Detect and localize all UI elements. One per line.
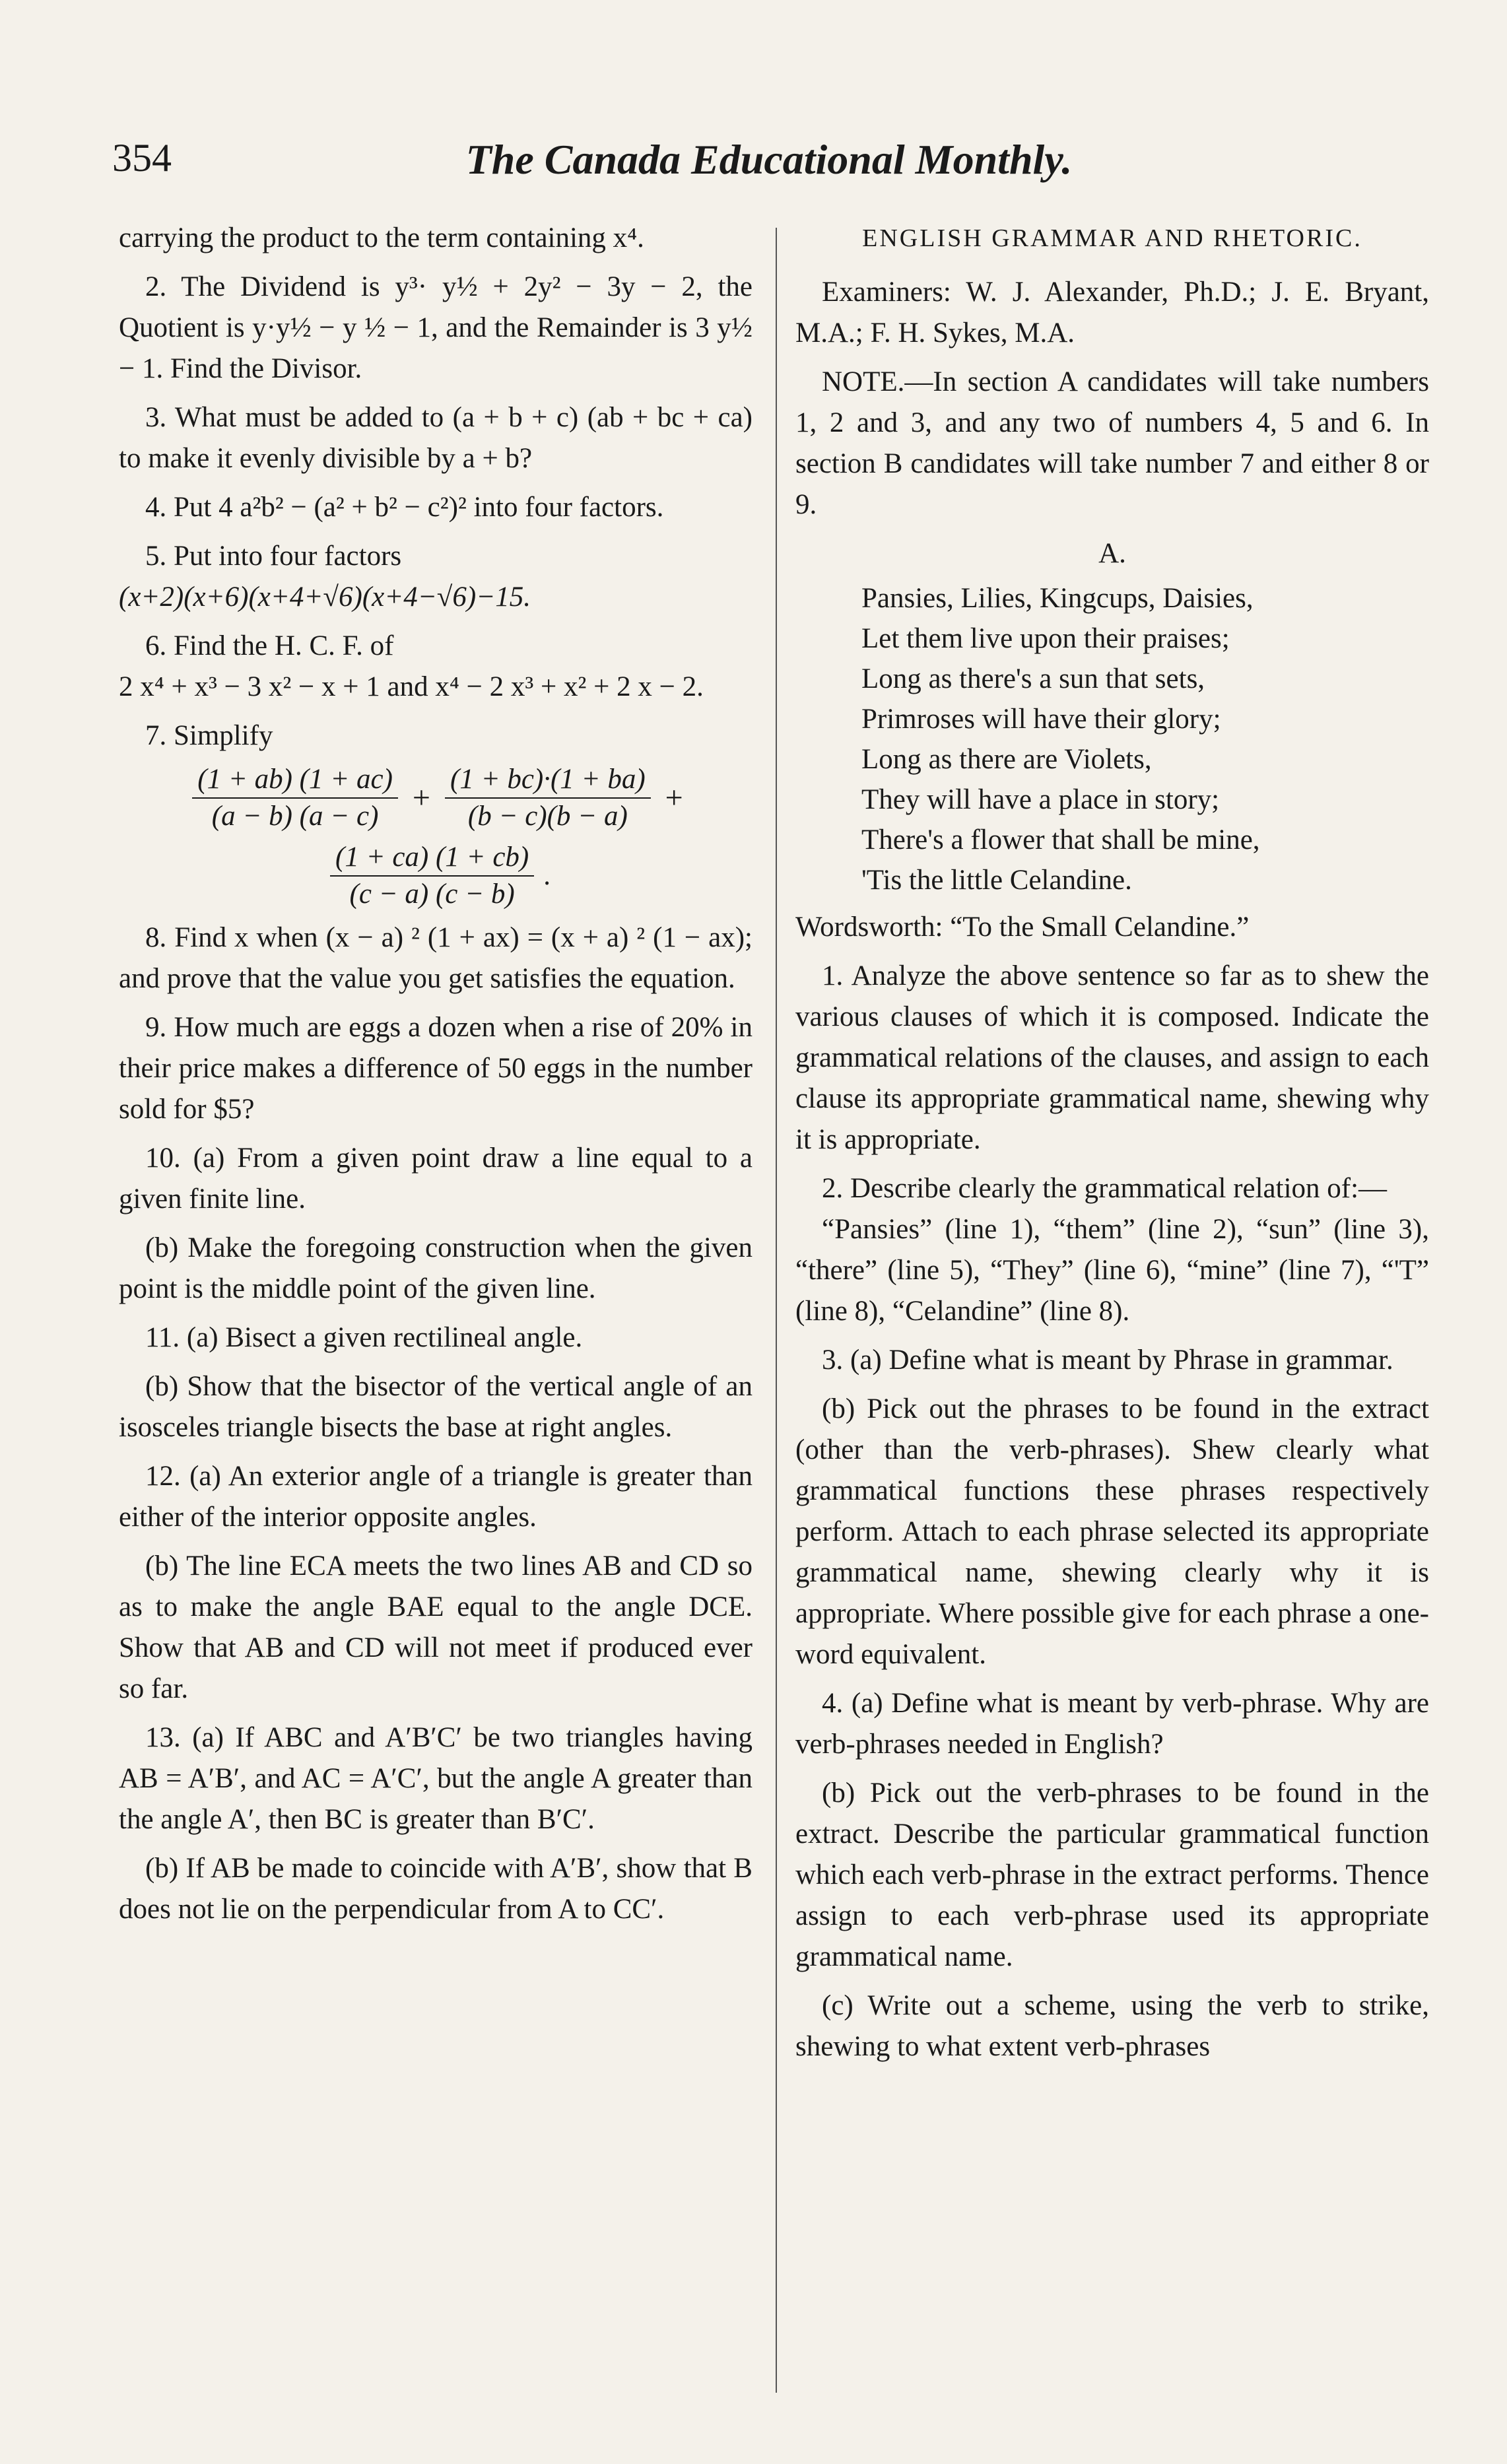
poem-line: Let them live upon their praises; (861, 623, 1230, 654)
fraction-numerator: (1 + ab) (1 + ac) (192, 762, 398, 799)
question-6: 6. Find the H. C. F. of (145, 630, 394, 661)
fraction-denominator: (b − c)(b − a) (467, 801, 628, 832)
note: NOTE.—In section A candidates will take numbers 1, 2 and 3, and any two of numbers 4, 5 and 6. In section B candidates will take number 7 and either 8 or 9. (795, 366, 1429, 520)
poem (795, 578, 1429, 900)
question-10b: (b) Make the foregoing construction when the given point is the middle point of the given line. (119, 1232, 753, 1304)
fraction-numerator: (1 + bc)·(1 + ba) (445, 762, 651, 799)
left-column (119, 218, 753, 1938)
fraction-row-2 (119, 840, 753, 912)
period: . (543, 860, 551, 891)
question-11a: 11. (a) Bisect a given rectilineal angle. (145, 1322, 583, 1353)
question-2-list: “Pansies” (line 1), “them” (line 2), “sun” (line 3), “there” (line 5), “They” (line 6), “mine” (line 7), “'T” (line 8), “Celandine” (line 8). (795, 1214, 1429, 1327)
question-4b: (b) Pick out the verb-phrases to be found in the extract. Describe the particular grammatical function which each verb-phrase in the extract performs. Thence assign to each verb-phrase used its appropriate grammatical name. (795, 1778, 1429, 1972)
question-3: 3. What must be added to (a + b + c) (ab + bc + ca) to make it evenly divisible by a + b? (119, 402, 753, 474)
plus-sign: + (665, 780, 683, 815)
question-2: 2. Describe clearly the grammatical relation of:— (822, 1173, 1388, 1204)
question-13b: (b) If AB be made to coincide with A′B′, show that B does not lie on the perpendicular from A to CC′. (119, 1853, 753, 1925)
section-heading: ENGLISH GRAMMAR AND RHETORIC. (862, 224, 1362, 252)
fraction (192, 762, 398, 834)
fraction-row-1 (119, 762, 753, 834)
fraction (330, 840, 534, 912)
poem-line: 'Tis the little Celandine. (861, 865, 1132, 896)
question-4: 4. Put 4 a²b² − (a² + b² − c²)² into four factors. (145, 492, 664, 523)
question-11b: (b) Show that the bisector of the vertical angle of an isosceles triangle bisects the base at right angles. (119, 1371, 753, 1443)
question-5-expression: (x+2)(x+6)(x+4+√6)(x+4−√6)−15. (119, 582, 531, 613)
question-13a: 13. (a) If ABC and A′B′C′ be two triangles having AB = A′B′, and AC = A′C′, but the angle A greater than the angle A′, then BC is greater than B′C′. (119, 1722, 753, 1835)
fraction-denominator: (a − b) (a − c) (211, 801, 379, 832)
question-2: 2. The Dividend is y³· y½ + 2y² − 3y − 2, the Quotient is y·y½ − y ½ − 1, and the Remainder is 3 y½ − 1. Find the Divisor. (119, 271, 753, 384)
question-3b: (b) Pick out the phrases to be found in the extract (other than the verb-phrases). Shew clearly what grammatical functions these phrases respectively perform. Attach to each phrase selected its appropriate grammatical name, shewing clearly why it is appropriate. Where possible give for each phrase a one-word equivalent. (795, 1393, 1429, 1670)
section-label: A. (1098, 538, 1126, 569)
question-10a: 10. (a) From a given point draw a line equal to a given finite line. (119, 1143, 753, 1215)
poem-line: Long as there are Violets, (861, 744, 1152, 775)
plus-sign: + (412, 780, 430, 815)
column-divider (776, 228, 777, 2393)
fraction-numerator: (1 + ca) (1 + cb) (330, 840, 534, 877)
poem-line: There's a flower that shall be mine, (861, 824, 1260, 855)
question-7: 7. Simplify (145, 720, 273, 751)
fraction (445, 762, 651, 834)
question-4c: (c) Write out a scheme, using the verb to strike, shewing to what extent verb-phrases (795, 1990, 1429, 2062)
question-3a: 3. (a) Define what is meant by Phrase in grammar. (822, 1345, 1393, 1376)
question-6-expression: 2 x⁴ + x³ − 3 x² − x + 1 and x⁴ − 2 x³ + x² + 2 x − 2. (119, 671, 704, 702)
question-12b: (b) The line ECA meets the two lines AB and CD so as to make the angle BAE equal to the angle DCE. Show that AB and CD will not meet if produced ever so far. (119, 1550, 753, 1704)
question-1: 1. Analyze the above sentence so far as to shew the various clauses of which it is composed. Indicate the grammatical relations of the clauses, and assign to each clause its appropriate grammatical name, shewing why it is appropriate. (795, 960, 1429, 1155)
attribution: Wordsworth: “To the Small Celandine.” (795, 912, 1250, 943)
fraction-denominator: (c − a) (c − b) (349, 879, 515, 910)
page-number: 354 (112, 136, 172, 180)
poem-line: They will have a place in story; (861, 784, 1220, 815)
poem-line: Primroses will have their glory; (861, 704, 1221, 735)
question-12a: 12. (a) An exterior angle of a triangle is greater than either of the interior opposite angles. (119, 1461, 753, 1533)
paragraph: carrying the product to the term containing x⁴. (119, 222, 644, 253)
question-9: 9. How much are eggs a dozen when a rise of 20% in their price makes a difference of 50 eggs in the number sold for $5? (119, 1012, 753, 1125)
examiners: Examiners: W. J. Alexander, Ph.D.; J. E. Bryant, M.A.; F. H. Sykes, M.A. (795, 277, 1429, 349)
poem-line: Pansies, Lilies, Kingcups, Daisies, (861, 583, 1254, 614)
question-4a: 4. (a) Define what is meant by verb-phrase. Why are verb-phrases needed in English? (795, 1688, 1429, 1760)
poem-line: Long as there's a sun that sets, (861, 663, 1205, 694)
question-8: 8. Find x when (x − a) ² (1 + ax) = (x + a) ² (1 − ax); and prove that the value you get satisfies the equation. (119, 922, 753, 994)
right-column (795, 218, 1429, 2075)
page-header (112, 135, 1426, 195)
running-title: The Canada Educational Monthly. (465, 136, 1073, 183)
question-5: 5. Put into four factors (145, 541, 402, 572)
